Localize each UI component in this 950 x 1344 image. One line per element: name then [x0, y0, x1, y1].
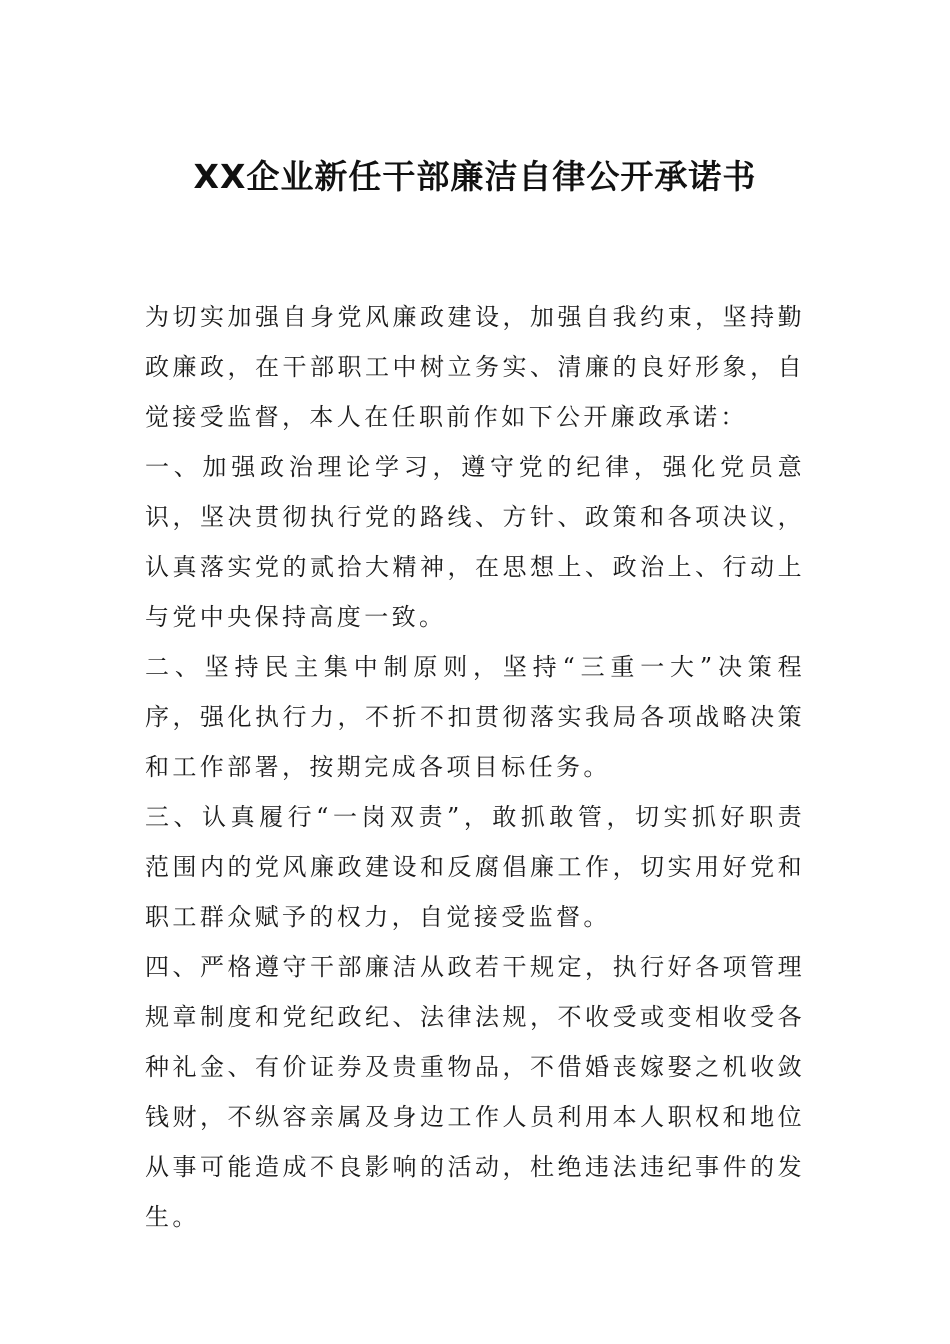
document-body [145, 292, 805, 1242]
paragraph-item-4: 四、严格遵守干部廉洁从政若干规定，执行好各项管理规章制度和党纪政纪、法律法规，不收受或变相收受各种礼金、有价证券及贵重物品，不借婚丧嫁娶之机收敛钱财，不纵容亲属及身边工作人员利用本人职权和地位从事可能造成不良影响的活动，杜绝违法违纪事件的发生。 [145, 953, 805, 1231]
paragraph-item-3: 三、认真履行“一岗双责”，敢抓敢管，切实抓好职责范围内的党风廉政建设和反腐倡廉工作，切实用好党和职工群众赋予的权力，自觉接受监督。 [145, 803, 805, 931]
paragraph-intro: 为切实加强自身党风廉政建设，加强自我约束，坚持勤政廉政，在干部职工中树立务实、清廉的良好形象，自觉接受监督，本人在任职前作如下公开廉政承诺： [145, 303, 805, 431]
paragraph-item-2: 二、坚持民主集中制原则，坚持“三重一大”决策程序，强化执行力，不折不扣贯彻落实我局各项战略决策和工作部署，按期完成各项目标任务。 [145, 653, 805, 781]
document-title: XX企业新任干部廉洁自律公开承诺书 [193, 157, 757, 196]
paragraph-item-1: 一、加强政治理论学习，遵守党的纪律，强化党员意识，坚决贯彻执行党的路线、方针、政策和各项决议，认真落实党的贰拾大精神，在思想上、政治上、行动上与党中央保持高度一致。 [145, 453, 805, 631]
